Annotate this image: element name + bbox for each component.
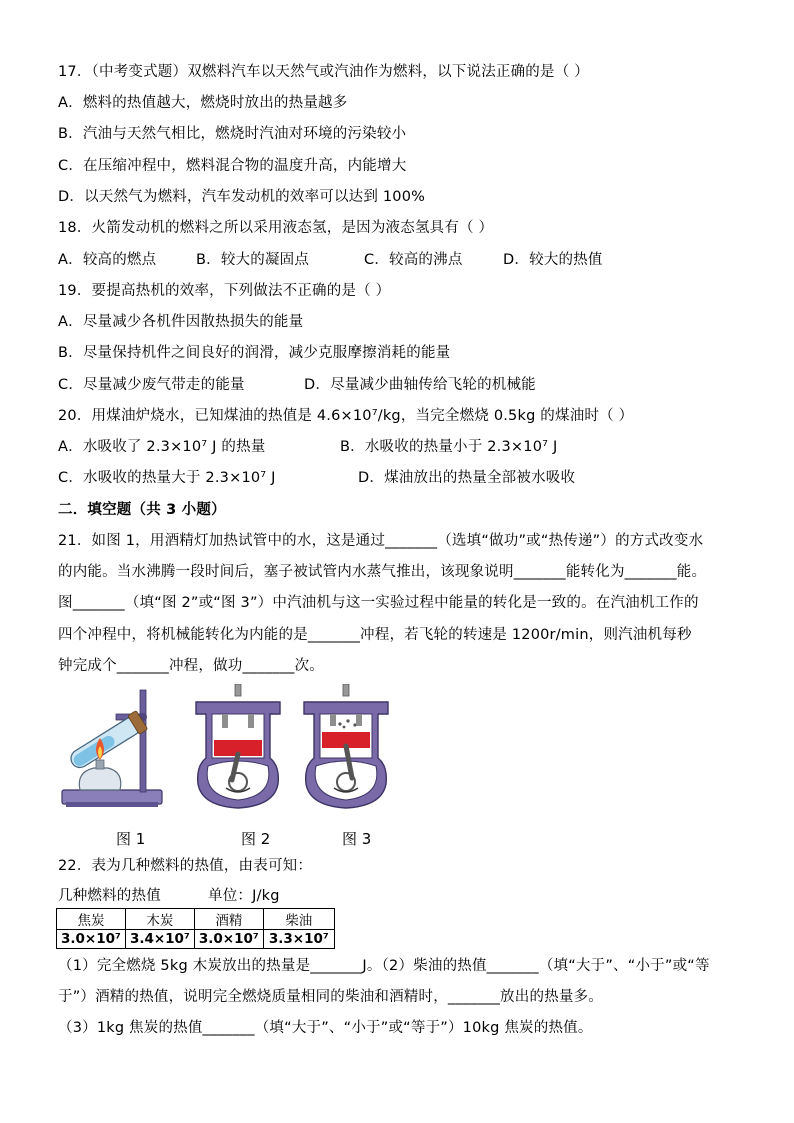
table-header-row xyxy=(57,909,335,930)
q22-stem: 22．表为几种燃料的热值，由表可知： xyxy=(58,858,313,874)
table-cell: 3.4×10⁷ xyxy=(125,930,194,949)
q21-line-2: 的内能。当水沸腾一段时间后，塞子被试管内水蒸气推出，该现象说明_______能转化为_______能。 xyxy=(58,564,707,580)
q18-option-a: A．较高的燃点 xyxy=(58,252,157,268)
q22-table-unit: 单位：J/kg xyxy=(208,888,280,904)
q20-option-a: A．水吸收了 2.3×10⁷ J 的热量 xyxy=(58,439,266,455)
q18-option-b: B．较大的凝固点 xyxy=(196,252,310,268)
q17-option-c: C．在压缩冲程中，燃料混合物的温度升高，内能增大 xyxy=(58,158,407,174)
figure-1-caption: 图 1 xyxy=(116,830,146,848)
table-row xyxy=(57,930,335,949)
q20-option-d: D．煤油放出的热量全部被水吸收 xyxy=(358,470,576,486)
table-header-cell: 柴油 xyxy=(263,909,334,930)
q19-stem: 19．要提高热机的效率，下列做法不正确的是（ ） xyxy=(58,283,391,299)
q17-option-b: B．汽油与天然气相比，燃烧时汽油对环境的污染较小 xyxy=(58,126,407,142)
q17-option-a: A．燃料的热值越大，燃烧时放出的热量越多 xyxy=(58,95,348,111)
q19-option-c: C．尽量减少废气带走的能量 xyxy=(58,377,245,393)
figure-2-engine-stroke xyxy=(192,684,284,812)
table-cell: 3.3×10⁷ xyxy=(263,930,334,949)
table-header-cell: 酒精 xyxy=(194,909,263,930)
q22-line-1: （1）完全燃烧 5kg 木炭放出的热量是_______J。（2）柴油的热值_______（填“大于”、“小于”或“等 xyxy=(58,958,710,974)
q22-line-3: （3）1kg 焦炭的热值_______（填“大于”、“小于”或“等于”）10kg 焦炭的热值。 xyxy=(58,1020,593,1036)
q18-option-d: D．较大的热值 xyxy=(503,252,603,268)
q22-table-title: 几种燃料的热值 xyxy=(58,888,161,904)
figure-2-caption: 图 2 xyxy=(241,830,271,848)
table-cell: 3.0×10⁷ xyxy=(194,930,263,949)
q21-line-4: 四个冲程中，将机械能转化为内能的是_______冲程，若飞轮的转速是 1200r/min，则汽油机每秒 xyxy=(58,627,692,643)
fuel-heat-value-table xyxy=(56,908,335,949)
q22-line-2: 于”）酒精的热值，说明完全燃烧质量相同的柴油和酒精时，_______放出的热量多。 xyxy=(58,989,603,1005)
table-cell: 3.0×10⁷ xyxy=(57,930,126,949)
figure-3-caption: 图 3 xyxy=(342,830,372,848)
q20-stem: 20．用煤油炉烧水，已知煤油的热值是 4.6×10⁷/kg，当完全燃烧 0.5kg 的煤油时（ ） xyxy=(58,408,634,424)
table-header-cell: 木炭 xyxy=(125,909,194,930)
table-header-cell: 焦炭 xyxy=(57,909,126,930)
q17-stem: 17．（中考变式题）双燃料汽车以天然气或汽油作为燃料，以下说法正确的是（ ） xyxy=(58,64,589,80)
figure-1-heating-test-tube xyxy=(58,686,170,812)
section-heading: 二．填空题（共 3 小题） xyxy=(58,502,226,518)
q20-option-b: B．水吸收的热量小于 2.3×10⁷ J xyxy=(340,439,558,455)
q17-option-d: D．以天然气为燃料，汽车发动机的效率可以达到 100% xyxy=(58,189,426,205)
q21-line-5: 钟完成个_______冲程，做功_______次。 xyxy=(58,658,324,674)
q19-option-a: A．尽量减少各机件因散热损失的能量 xyxy=(58,314,304,330)
q21-line-1: 21．如图 1，用酒精灯加热试管中的水，这是通过_______（选填“做功”或“热传递”）的方式改变水 xyxy=(58,533,704,549)
figure-3-engine-stroke xyxy=(300,684,392,812)
q19-option-b: B．尽量保持机件之间良好的润滑，减少克服摩擦消耗的能量 xyxy=(58,345,451,361)
q18-stem: 18．火箭发动机的燃料之所以采用液态氢，是因为液态氢具有（ ） xyxy=(58,220,494,236)
q19-option-d: D．尽量减少曲轴传给飞轮的机械能 xyxy=(304,377,536,393)
q21-line-3: 图_______（填“图 2”或“图 3”）中汽油机与这一实验过程中能量的转化是一致的。在汽油机工作的 xyxy=(58,595,699,611)
q18-option-c: C．较高的沸点 xyxy=(364,252,463,268)
q20-option-c: C．水吸收的热量大于 2.3×10⁷ J xyxy=(58,470,276,486)
